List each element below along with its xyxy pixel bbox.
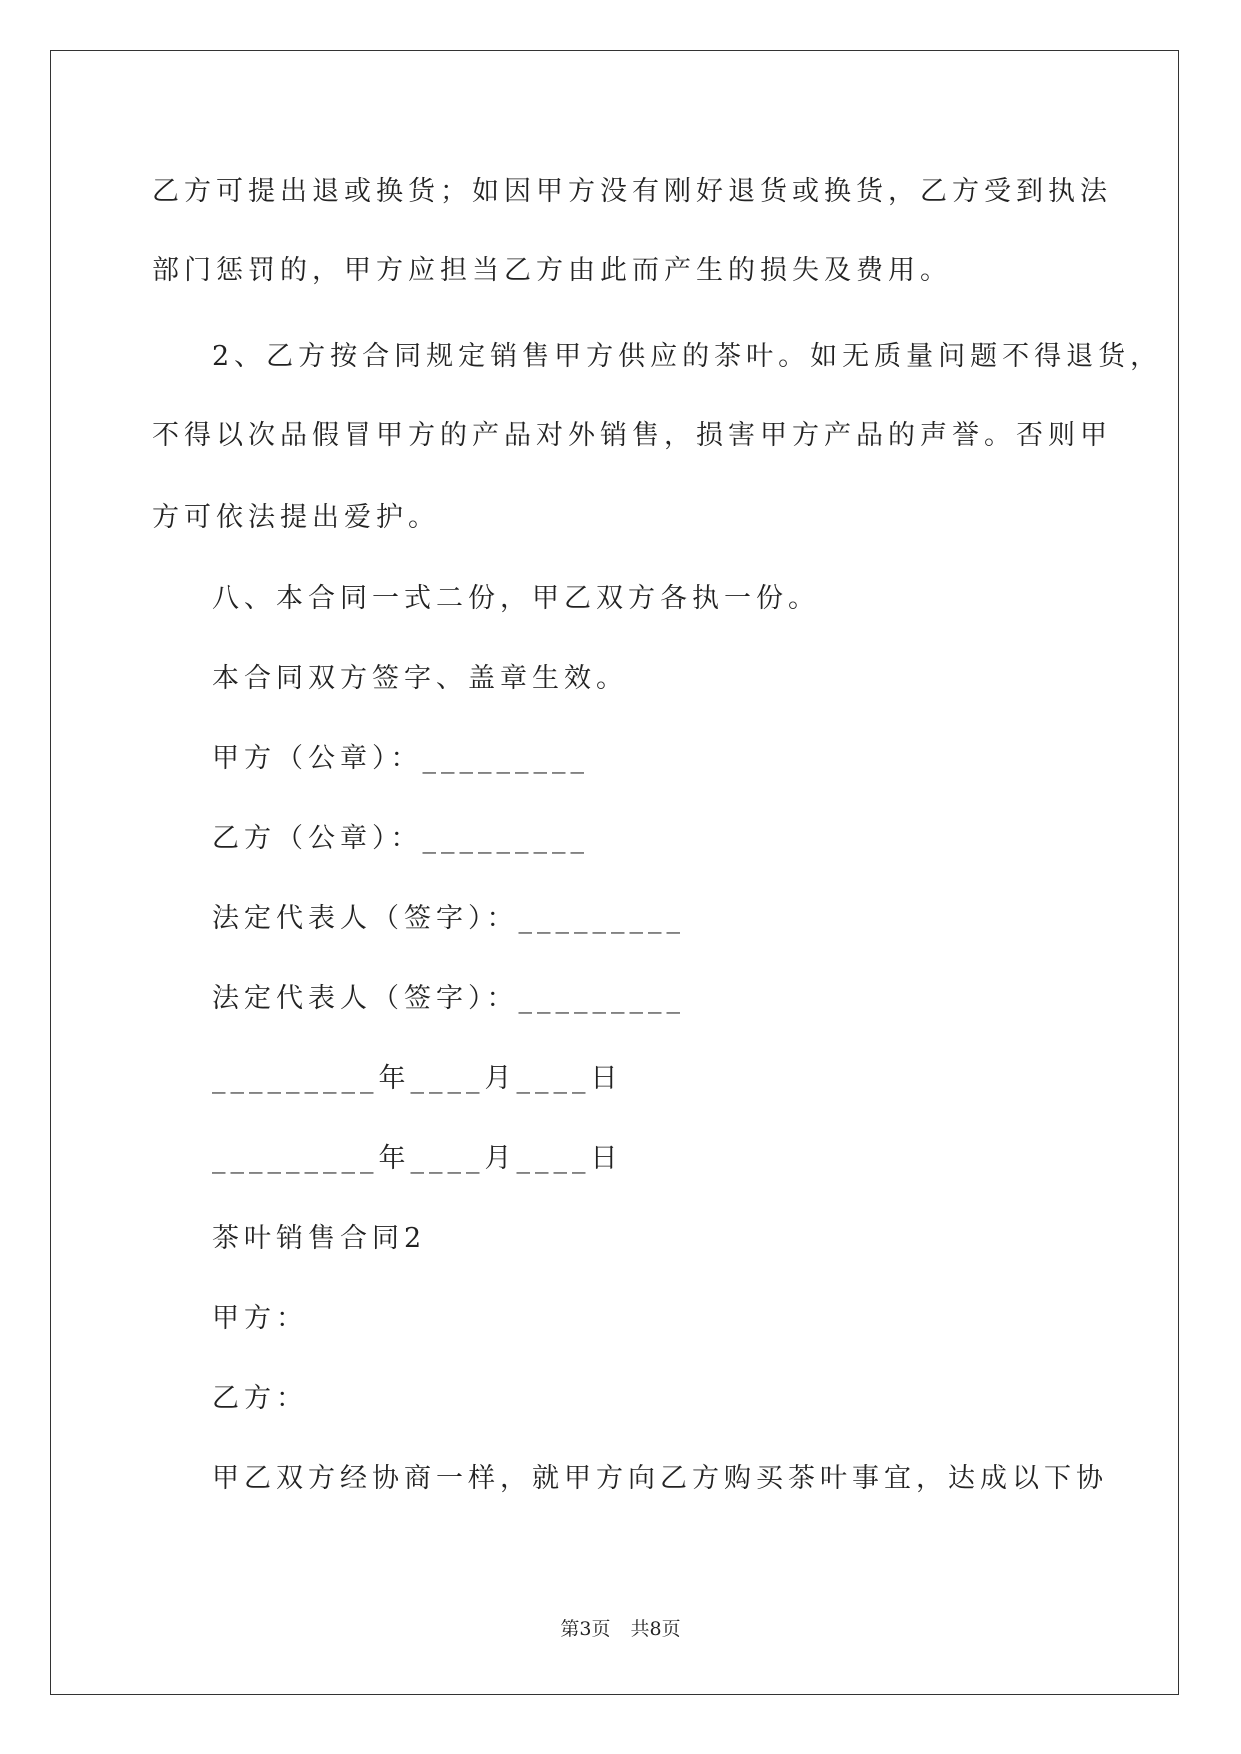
page-number: 第3页 bbox=[560, 1618, 611, 1640]
body-text-line: 甲乙双方经协商一样，就甲方向乙方购买茶叶事宜，达成以下协 bbox=[212, 1463, 1108, 1494]
date-line: _________年____月____日 bbox=[212, 1063, 623, 1094]
signature-line-party-b-seal: 乙方（公章）：_________ bbox=[212, 823, 589, 854]
signature-line-party-a-seal: 甲方（公章）：_________ bbox=[212, 743, 589, 774]
party-a-label: 甲方： bbox=[212, 1303, 308, 1334]
body-text-line: 部门惩罚的，甲方应担当乙方由此而产生的损失及费用。 bbox=[152, 255, 952, 286]
signature-line-representative: 法定代表人（签字）：_________ bbox=[212, 983, 685, 1014]
signature-line-representative: 法定代表人（签字）：_________ bbox=[212, 903, 685, 934]
page-total: 共8页 bbox=[630, 1618, 681, 1640]
page-border bbox=[50, 50, 1179, 1695]
body-text-line: 2、乙方按合同规定销售甲方供应的茶叶。如无质量问题不得退货， bbox=[212, 341, 1163, 372]
body-text-line: 乙方可提出退或换货；如因甲方没有刚好退货或换货，乙方受到执法 bbox=[152, 176, 1112, 207]
body-text-line: 八、本合同一式二份，甲乙双方各执一份。 bbox=[212, 583, 820, 614]
body-text-line: 方可依法提出爱护。 bbox=[152, 502, 440, 533]
party-b-label: 乙方： bbox=[212, 1383, 308, 1414]
contract-title: 茶叶销售合同2 bbox=[212, 1223, 427, 1254]
page-footer bbox=[0, 1617, 1241, 1641]
date-line: _________年____月____日 bbox=[212, 1143, 623, 1174]
body-text-line: 不得以次品假冒甲方的产品对外销售，损害甲方产品的声誉。否则甲 bbox=[152, 420, 1112, 451]
body-text-line: 本合同双方签字、盖章生效。 bbox=[212, 663, 628, 694]
